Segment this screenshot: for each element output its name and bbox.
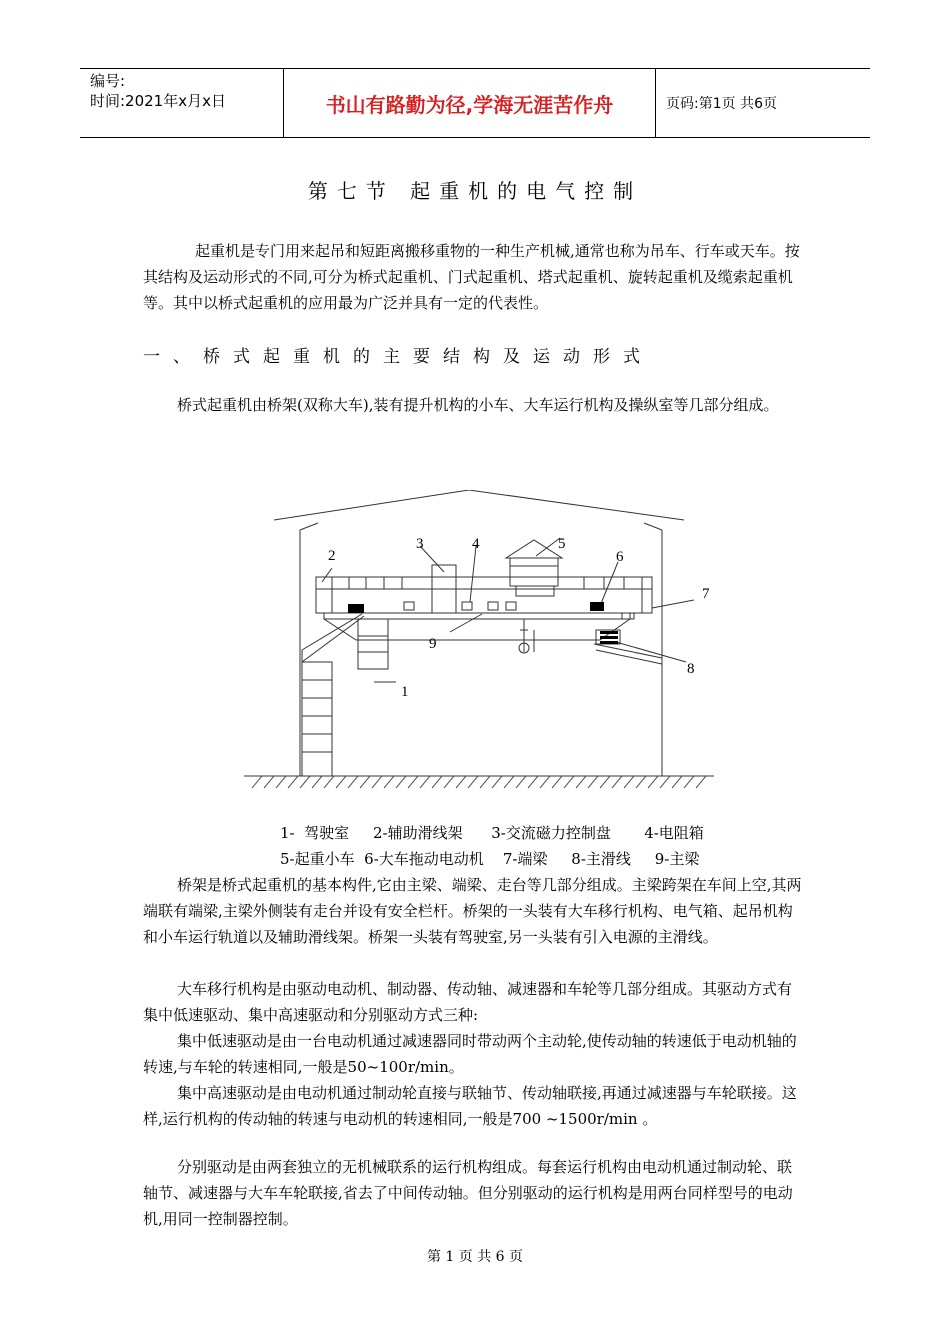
page-info: 页码:第1页 共6页 <box>666 96 777 112</box>
paragraph-structure: 桥式起重机由桥架(双称大车),装有提升机构的小车、大车运行机构及操纵室等几部分组成。 <box>177 396 779 414</box>
header-table <box>80 68 870 138</box>
diagram-label-5: 5 <box>558 536 566 552</box>
motto: 书山有路勤为径,学海无涯苦作舟 <box>283 69 656 137</box>
legend-row-1: 1- 驾驶室 2-辅助滑线架 3-交流磁力控制盘 4-电阻箱 <box>280 824 704 842</box>
page-footer: 第 1 页 共 6 页 <box>426 1249 524 1265</box>
page-title: 第七节 起重机的电气控制 <box>307 179 643 203</box>
diagram-label-3: 3 <box>416 536 424 552</box>
paragraph-travel-mechanism: 大车移行机构是由驱动电动机、制动器、传动轴、减速器和车轮等几部分组成。其驱动方式有集中低速驱动、集中高速驱动和分别驱动方式三种: <box>143 980 793 1024</box>
diagram-label-9: 9 <box>429 636 437 652</box>
diagram-label-8: 8 <box>687 661 695 677</box>
crane-diagram <box>244 490 714 790</box>
diagram-label-2: 2 <box>328 548 336 564</box>
diagram-label-6: 6 <box>616 549 624 565</box>
time-label: 时间:2021年x月x日 <box>90 92 226 110</box>
diagram-label-1: 1 <box>401 684 409 700</box>
intro-paragraph: 起重机是专门用来起吊和短距离搬移重物的一种生产机械,通常也称为吊车、行车或天车。按其结构及运动形式的不同,可分为桥式起重机、门式起重机、塔式起重机、旋转起重机及缆索起重机等。其中以桥式起重机的应用最为广泛并具有一定的代表性。 <box>143 242 800 312</box>
legend-row-2: 5-起重小车 6-大车拖动电动机 7-端梁 8-主滑线 9-主梁 <box>280 850 700 868</box>
paragraph-bridge: 桥架是桥式起重机的基本构件,它由主梁、端梁、走台等几部分组成。主梁跨架在车间上空,其两端联有端梁,主梁外侧装有走台并设有安全栏杆。桥架的一头装有大车移行机构、电气箱、起吊机构和小车运行轨道以及辅助滑线架。桥架一头装有驾驶室,另一头装有引入电源的主滑线。 <box>143 876 802 946</box>
diagram-label-4: 4 <box>472 536 480 552</box>
diagram-label-7: 7 <box>702 586 710 602</box>
header-meta <box>80 69 283 137</box>
paragraph-high-speed: 集中高速驱动是由电动机通过制动轮直接与联轴节、传动轴联接,再通过减速器与车轮联接。这样,运行机构的传动轴的转速与电动机的转速相同,一般是700 ~1500r/min 。 <box>143 1084 797 1128</box>
section-heading: 一、桥式起重机的主要结构及运动形式 <box>143 347 653 367</box>
paragraph-low-speed: 集中低速驱动是由一台电动机通过减速器同时带动两个主动轮,使传动轴的转速低于电动机轴的转速,与车轮的转速相同,一般是50~100r/min。 <box>143 1032 797 1076</box>
number-label: 编号: <box>90 72 126 90</box>
paragraph-separate-drive: 分别驱动是由两套独立的无机械联系的运行机构组成。每套运行机构由电动机通过制动轮、联轴节、减速器与大车车轮联接,省去了中间传动轴。但分别驱动的运行机构是用两台同样型号的电动机,用同一控制器控制。 <box>143 1158 793 1228</box>
